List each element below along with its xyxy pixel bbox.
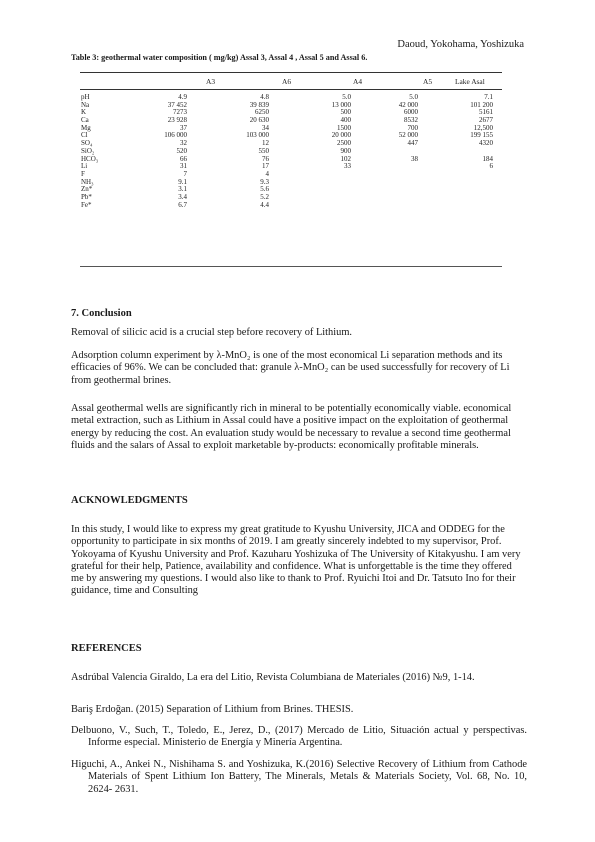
table-cell: 31 [180, 162, 187, 171]
composition-table [79, 66, 502, 272]
table-cell [351, 179, 418, 187]
table-row-label: NH₃ [81, 177, 94, 186]
table-bottom-rule [80, 266, 502, 267]
table-cell [418, 202, 493, 210]
table-cell: 39 839 [249, 100, 269, 109]
table-cell [269, 194, 351, 202]
reference-item: Higuchi, A., Ankei N., Nishihama S. and Yoshizuka, K.(2016) Selective Recovery of Lithium from Cathode Materials of Spent Lithium Ion Battery, The Minerals, Metals & Materials Society, Vol. 68, No. 10, 2624- 2631. [71, 759, 527, 795]
column-header-lake-asal: Lake Asal [455, 77, 485, 86]
table-row-label: Na [81, 100, 90, 109]
table-cell [418, 179, 493, 187]
table-cell: 20 630 [249, 116, 269, 125]
table-cell: 2677 [479, 116, 493, 125]
table-cell: 7 [183, 169, 187, 178]
table-cell: 900 [340, 146, 351, 155]
table-cell [418, 186, 493, 194]
table-cell: 2500 [337, 139, 351, 148]
table-row-label: Pb* [81, 192, 92, 201]
table-body [79, 94, 502, 209]
table-cell: 4.8 [260, 93, 269, 101]
table-cell: 52 000 [398, 131, 418, 140]
table-cell: 5.2 [260, 192, 269, 201]
table-cell: 6 [489, 162, 493, 171]
table-cell: 199 155 [470, 131, 493, 140]
table-cell: 5161 [479, 108, 493, 117]
reference-item: Delbuono, V., Such, T., Toledo, E., Jerez, D., (2017) Mercado de Litio, Situación actual y perspectivas. Informe especial. Ministerio de Energía y Minería Argentina. [71, 725, 527, 749]
table-cell: 500 [340, 108, 351, 117]
table-cell: 12 [262, 139, 269, 148]
column-header-a3: A3 [206, 77, 216, 86]
table-cell: 37 [180, 123, 187, 132]
table-cell: 184 [482, 154, 493, 163]
table-cell: 23 928 [167, 116, 187, 125]
table-cell [351, 194, 418, 202]
table-cell: 9.3 [260, 177, 269, 186]
table-cell [269, 171, 351, 179]
table-row-label: F [81, 169, 85, 178]
table-cell: 4 [265, 169, 269, 178]
table-cell: 1500 [337, 123, 351, 132]
table-row-label: Cl [81, 131, 88, 140]
table-cell: 102 [340, 154, 351, 163]
table-cell: 103 000 [246, 131, 269, 140]
column-header-a5: A5 [423, 77, 433, 86]
table-cell [269, 179, 351, 187]
table-cell [351, 171, 418, 179]
table-cell: 700 [407, 123, 418, 132]
table-cell: 5.6 [260, 185, 269, 194]
table-cell [418, 148, 493, 156]
table-cell: 9.1 [178, 177, 187, 186]
table-cell: 6250 [255, 108, 269, 117]
table-cell: 8532 [404, 116, 418, 125]
table-row-label: HCO₃ [81, 154, 99, 163]
table-cell: 32 [180, 139, 187, 148]
table-row-label: Fe* [81, 200, 92, 209]
acknowledgments-heading: ACKNOWLEDGMENTS [71, 495, 188, 506]
column-header-a6: A6 [282, 77, 292, 86]
conclusion-paragraph-1: Removal of silicic acid is a crucial step before recovery of Lithium. [71, 327, 353, 338]
table-cell: 447 [407, 139, 418, 148]
table-row-label: K [81, 108, 87, 117]
table-row-label: Mg [81, 123, 91, 132]
table-caption: Table 3: geothermal water composition ( mg/kg) Assal 3, Assal 4 , Assal 5 and Assal 6. [71, 53, 368, 62]
table-cell: 37 452 [167, 100, 187, 109]
table-cell: 6.7 [178, 200, 187, 209]
table-cell: 520 [176, 146, 187, 155]
table-cell [351, 186, 418, 194]
table-cell: 5.0 [342, 93, 351, 101]
conclusion-heading: 7. Conclusion [71, 308, 132, 319]
table-cell: 3.4 [178, 192, 187, 201]
table-row-label: pH [81, 93, 90, 101]
acknowledgments-text: In this study, I would like to express my great gratitude to Kyushu University, JICA and ODDEG for the opportunity to participate in six months of 2019. I am greatly sincerely indebted to my supervisor, Prof. Yokoyama of Kyushu University and Prof. Kazuharu Yoshizuka of The University of Kitakyushu. I am very grateful for their help, Patience, availability and confidence. What is unforgettable is the time they offered me by answering my questions. I would also like to thank to Prof. Ryuichi Itoi and Dr. Tatsuto Ino for their guidance, time and Consulting [71, 524, 521, 597]
table-cell: 7273 [173, 108, 187, 117]
conclusion-paragraph-3: Assal geothermal wells are significantly rich in mineral to be potentially economically viable. economical metal extraction, such as Lithium in Assal could have a positive impact on the exploitation of geothermal energy by reducing the cost. An evaluation study would be necessary to revalue a second time geothermal fluids and the salars of Assal to exploit marketable by-products: economically profitable minerals. [71, 403, 512, 451]
table-cell: 3.1 [178, 185, 187, 194]
table-cell: 17 [262, 162, 269, 171]
table-cell [351, 163, 418, 171]
table-cell: 6000 [404, 108, 418, 117]
table-cell: 38 [411, 154, 418, 163]
table-cell: 34 [262, 123, 269, 132]
table-cell: 13 000 [331, 100, 351, 109]
table-header-rule [80, 89, 502, 90]
table-cell: 33 [344, 162, 351, 171]
table-cell: 4320 [479, 139, 493, 148]
table-row-label: SiO₂ [81, 146, 95, 155]
reference-item: Asdrúbal Valencia Giraldo, La era del Litio, Revista Columbiana de Materiales (2016) №9, 1-14. [71, 672, 475, 683]
table-cell: 12,500 [473, 123, 493, 132]
conclusion-paragraph-2: Adsorption column experiment by λ-MnO₂ is one of the most economical Li separation methods and its efficacies of 96%. We can be concluded that: granule λ-MnO₂ can be used successfully for recovery of Li from geothermal brines. [71, 350, 510, 386]
table-cell: 4.4 [260, 200, 269, 209]
column-header-a4: A4 [353, 77, 363, 86]
table-cell: 101 200 [470, 100, 493, 109]
table-row-label: Li [81, 162, 88, 171]
table-cell [269, 202, 351, 210]
table-cell: 106 000 [164, 131, 187, 140]
table-top-rule [80, 72, 502, 73]
references-heading: REFERENCES [71, 643, 142, 654]
table-cell: 5.0 [409, 93, 418, 101]
table-cell: 20 000 [331, 131, 351, 140]
table-row-label: Zn* [81, 185, 93, 194]
reference-item: Bariş Erdoğan. (2015) Separation of Lithium from Brines. THESIS. [71, 704, 354, 715]
table-cell [269, 186, 351, 194]
table-cell [418, 194, 493, 202]
running-header: Daoud, Yokohama, Yoshizuka [397, 39, 524, 50]
table-cell [351, 148, 418, 156]
table-cell [418, 171, 493, 179]
table-cell: 76 [262, 154, 269, 163]
table-cell: 550 [258, 146, 269, 155]
table-cell [351, 202, 418, 210]
table-cell: 4.9 [178, 93, 187, 101]
table-cell: 400 [340, 116, 351, 125]
table-cell: 66 [180, 154, 187, 163]
table-row-label: SO₄ [81, 139, 93, 148]
table-cell: 42 000 [398, 100, 418, 109]
table-row-label: Ca [81, 116, 89, 125]
table-cell: 7.1 [484, 93, 493, 101]
